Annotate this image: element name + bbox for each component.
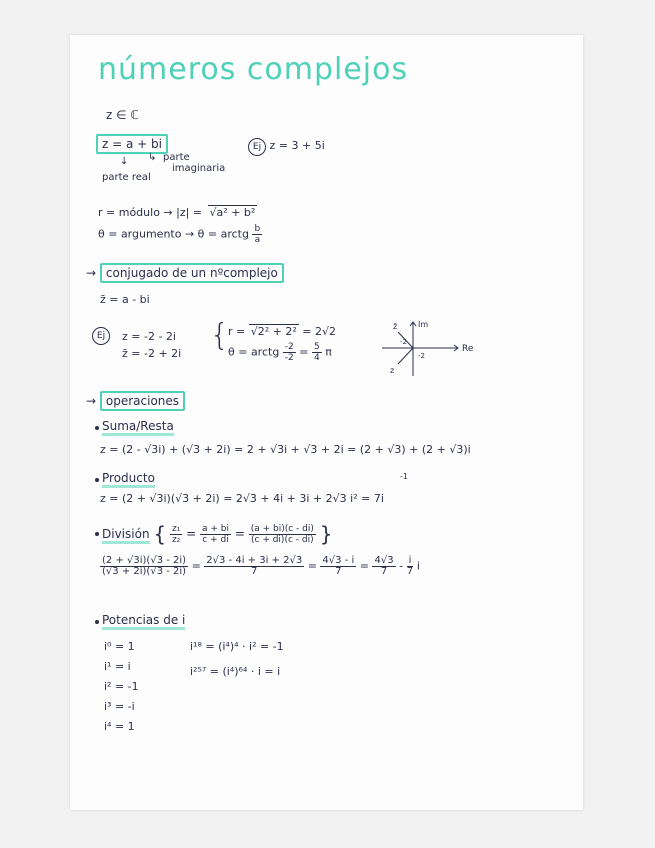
minus-sign: - (399, 559, 404, 573)
modulus-radicand-text: a² + b² (216, 206, 256, 219)
bullet-icon (95, 532, 99, 536)
example-formula: z = 3 + 5i (269, 139, 325, 152)
zbar-label: z̄ (393, 322, 398, 331)
potencia-example-2: i²⁵⁷ = (i⁴)⁶⁴ · i = i (190, 665, 281, 678)
example-2-badge: Ej (92, 327, 110, 345)
producto-note: -1 (400, 472, 408, 481)
suma-formula: z = (2 - √3i) + (√3 + 2i) = 2 + √3i + √3 + 2i = (2 + √3) + (2 + √3)i (100, 443, 471, 456)
real-label: parte real (102, 172, 151, 183)
calc-tail: i (416, 559, 420, 573)
potencia-4: i⁴ = 1 (104, 720, 135, 733)
division-frac3-den: (c + di)(c - di) (251, 534, 314, 545)
calc-frac2-num: 2√3 - 4i + 3i + 2√3 (206, 555, 303, 566)
eq-sign: = (234, 526, 245, 541)
calc-frac1-num: (2 + √3i)(√3 - 2i) (102, 555, 187, 566)
calc-frac4 (372, 556, 395, 577)
arrow-icon: → (86, 394, 97, 408)
down-arrow: ↓ (120, 156, 129, 167)
calc-frac2-den: 7 (251, 566, 258, 577)
conjugado-header-text: conjugado de un nºcomplejo (100, 263, 284, 283)
bullet-icon (95, 620, 99, 624)
ex2-r-eq: = 2√2 (302, 325, 337, 338)
set-membership: z ∈ ℂ (106, 108, 139, 122)
example-1 (248, 138, 325, 156)
division-row (102, 522, 332, 546)
brace: { (210, 318, 230, 353)
ex2-modulus (228, 325, 336, 338)
division-brace-close: } (319, 522, 333, 546)
arrow-icon: → (86, 266, 97, 280)
division-frac1 (170, 524, 182, 545)
eq-sign: = (307, 559, 317, 573)
modulus-radicand: √a² + b² (209, 206, 256, 219)
operaciones-header (86, 394, 185, 408)
eq-sign: = (186, 526, 197, 541)
bullet-icon (95, 426, 99, 430)
calc-frac5 (407, 556, 414, 577)
conjugado-header (86, 266, 284, 280)
z-vector (398, 348, 413, 364)
re-label: Re (462, 344, 474, 354)
ex2-r-prefix: r = (228, 325, 246, 338)
tick-label-a: -2 (400, 338, 407, 346)
example-badge: Ej (248, 138, 266, 156)
potencia-3: i³ = -i (104, 700, 135, 713)
ex2-theta-frac1-num: -2 (284, 342, 294, 352)
division-frac1-num: z₁ (171, 523, 181, 534)
ex2-theta-prefix: θ = arctg (228, 345, 280, 359)
ex2-theta-frac2 (312, 342, 322, 363)
potencia-example-1: i¹⁸ = (i⁴)⁴ · i² = -1 (190, 640, 284, 653)
suma-label: Suma/Resta (102, 419, 174, 436)
calc-frac3-den: 7 (335, 566, 342, 577)
division-frac3-num: (a + bi)(c - di) (250, 523, 314, 534)
ex2-theta-frac2-den: 4 (314, 353, 320, 363)
division-frac2 (200, 524, 231, 545)
binomial-form-box: z = a + bi (96, 134, 168, 154)
conjugado-formula: z̄ = a - bi (100, 293, 150, 306)
im-label: Im (418, 320, 429, 329)
potencia-0: i⁰ = 1 (104, 640, 135, 653)
division-frac1-den: z₂ (171, 534, 181, 545)
potencias-label: Potencias de i (102, 613, 185, 630)
calc-frac3 (320, 556, 356, 577)
division-frac2-den: c + di (202, 534, 229, 545)
ex2-theta-frac2-num: 5 (314, 342, 320, 352)
eq-sign: = (359, 559, 369, 573)
operaciones-header-text: operaciones (100, 391, 185, 411)
argument-line (98, 224, 262, 245)
example-2 (92, 327, 110, 345)
producto-formula: z = (2 + √3i)(√3 + 2i) = 2√3 + 4i + 3i + 2√3 i² = 7i (100, 492, 384, 505)
division-label: División (102, 527, 150, 544)
potencia-2: i² = -1 (104, 680, 139, 693)
complex-plane-diagram (380, 318, 480, 380)
modulus-prefix: r = módulo → |z| = (98, 206, 203, 219)
z-label: z (390, 366, 395, 375)
argument-fraction-den: a (254, 235, 261, 245)
ex2-theta-frac1 (283, 342, 296, 363)
ex2-theta-eq: = (299, 345, 309, 359)
ex2-r-rad: √2² + 2² (250, 325, 297, 338)
imag-label-1: parte (163, 152, 190, 163)
argument-fraction (252, 224, 262, 245)
ex2-zbar: z̄ = -2 + 2i (122, 347, 182, 360)
division-calc (100, 556, 420, 577)
calc-frac4-num: 4√3 (374, 555, 394, 566)
calc-frac2 (204, 556, 304, 577)
page-title: números complejos (98, 52, 409, 87)
imag-arrow: ↳ (148, 152, 157, 163)
producto-label: Producto (102, 471, 155, 488)
calc-frac1 (100, 556, 188, 577)
division-brace-open: { (153, 522, 167, 546)
calc-frac5-den: 7 (406, 566, 414, 577)
division-frac2-num: a + bi (202, 523, 229, 534)
ex2-theta-frac1-den: -2 (284, 353, 294, 363)
potencia-1: i¹ = i (104, 660, 131, 673)
calc-frac5-num: i (408, 555, 412, 566)
ex2-argument (228, 342, 332, 363)
argument-fraction-num: b (254, 224, 261, 234)
calc-frac1-den: (√3 + 2i)(√3 - 2i) (102, 566, 187, 577)
imag-label-2: imaginaria (172, 163, 226, 174)
argument-prefix: θ = argumento → θ = arctg (98, 227, 249, 241)
calc-frac4-den: 7 (380, 566, 388, 577)
tick-label-b: -2 (418, 352, 425, 360)
bullet-icon (95, 478, 99, 482)
eq-sign: = (191, 559, 201, 573)
ex2-z: z = -2 - 2i (122, 330, 176, 343)
ex2-theta-pi: π (325, 345, 332, 359)
division-frac3 (249, 524, 316, 545)
ex2-r-rad-text: 2² + 2² (257, 325, 297, 338)
calc-frac3-num: 4√3 - i (322, 555, 355, 566)
modulus-line (98, 206, 257, 219)
